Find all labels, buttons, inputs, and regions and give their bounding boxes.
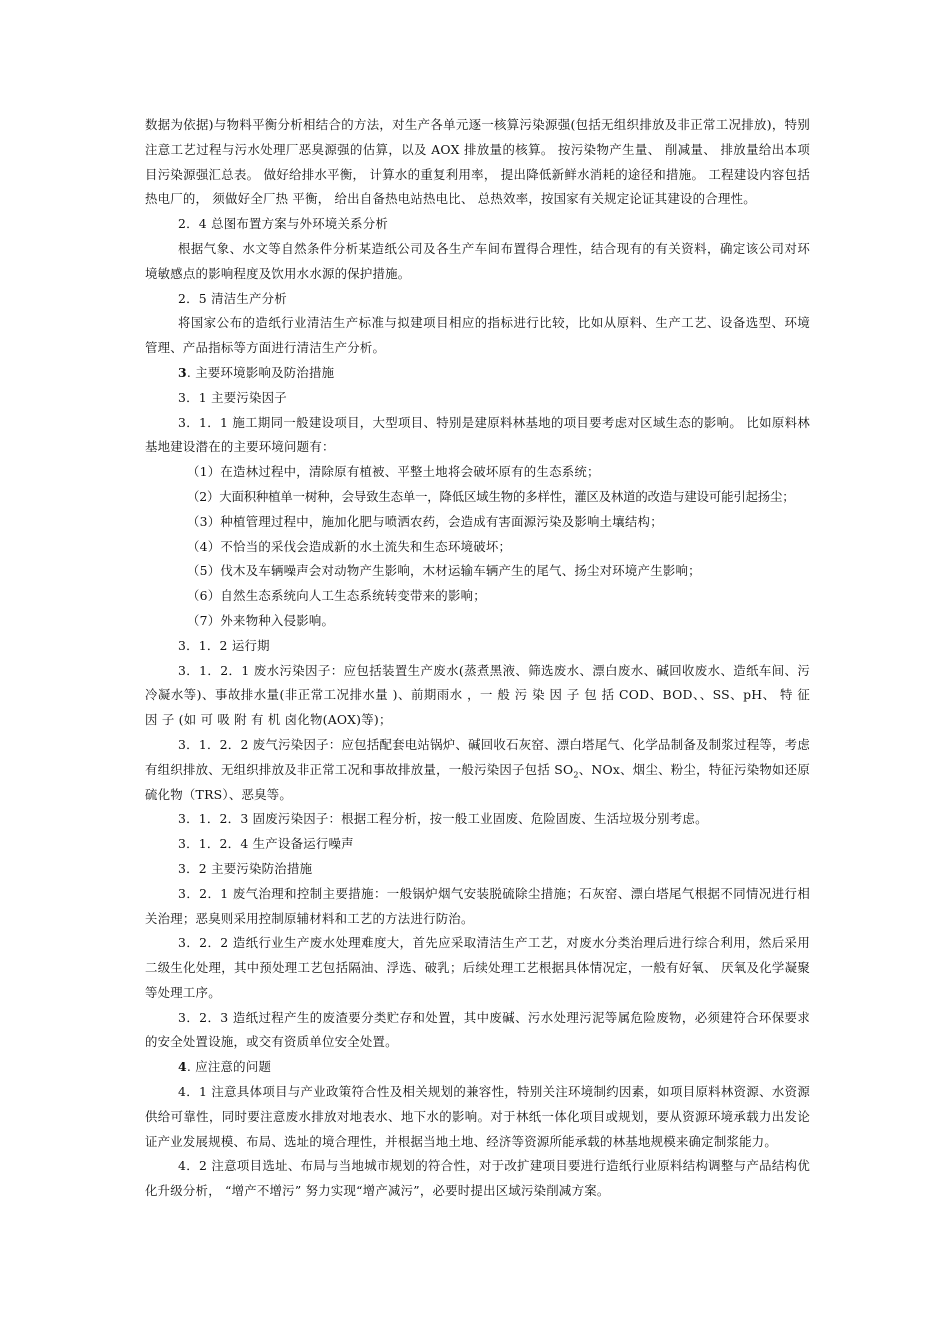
paragraph-pollution-source: 数据为依据)与物料平衡分析相结合的方法，对生产各单元逐一核算污染源强(包括无组织排放及非正常工况排放)，特别注意工艺过程与污水处理厂恶臭源强的估算，以及 AOX 排放量的核算。 按污染物产生量、 削减量、 排放量给出本项目污染源强汇总表。 做好给排水平衡， 计算水的重复利用率， 提出降低新鲜水消耗的途径和措施。 工程建设内容包括热电厂的， 须做好全厂热 平衡， 给出自备热电站热电比、 总热效率，按国家有关规定论证其建设的合理性。 <box>145 117 810 207</box>
paragraph-2-5: 将国家公布的造纸行业清洁生产标准与拟建项目相应的指标进行比较，比如从原料、生产工艺、设备选型、环境管理、产品指标等方面进行清洁生产分析。 <box>145 315 810 356</box>
heading-4-number: 4 <box>178 1059 187 1075</box>
document-body <box>145 113 810 1204</box>
list-item-4: （4）不恰当的采伐会造成新的水土流失和生态环境破坏； <box>187 538 512 554</box>
paragraph-3-1-2-2 <box>145 733 810 807</box>
paragraph-3-1-2-2-part-a: 3．1．2．2 废气污染因子：应包括配套电站锅炉、碱回收石灰窑、漂白塔尾气、化学品制备及制浆过程等，考虑有组织排放、无组织排放及非正常工况和事故排放量，一般污染因子包括 SO <box>145 736 810 777</box>
list-item-1: （1）在造林过程中，清除原有植被、平整土地将会破坏原有的生态系统； <box>187 464 600 480</box>
heading-4 <box>145 1055 810 1080</box>
heading-3-number: 3 <box>178 364 187 380</box>
heading-3-text: . 主要环境影响及防治措施 <box>186 364 335 380</box>
list-item-6: （6）自然生态系统向人工生态系统转变带来的影响； <box>187 588 486 604</box>
paragraph-3-1-2-1: 3．1．2．1 废水污染因子：应包括装置生产废水(蒸煮黑液、筛选废水、漂白废水、碱回收废水、造纸车间、污冷凝水等)、事故排水量(非正常工况排水量 )、前期雨水 ，一 般 污 染 因 子 包 括 COD、BOD、、SS、pH、 特 征 因 子 (如 可 吸 附 有 机 卤化物(AOX)等)； <box>145 662 810 728</box>
paragraph-3-2-2: 3．2．2 造纸行业生产废水处理难度大，首先应采取清洁生产工艺，对废水分类治理后进行综合利用，然后采用二级生化处理，其中预处理工艺包括隔油、浮选、破乳；后续处理工艺根据具体情况定，一般有好氧、 厌氧及化学凝聚等处理工序。 <box>145 935 810 1000</box>
paragraph-3-1-2-3: 3．1．2．3 固废污染因子：根据工程分析，按一般工业固废、危险固废、生活垃圾分别考虑。 <box>178 811 708 827</box>
list-item-7: （7）外来物种入侵影响。 <box>187 612 335 628</box>
heading-2-4: 2．4 总图布置方案与外环境关系分析 <box>178 216 389 232</box>
paragraph-3-1-2-4: 3．1．2．4 生产设备运行噪声 <box>178 836 354 852</box>
heading-3-2: 3．2 主要污染防治措施 <box>178 860 313 876</box>
heading-2-5: 2．5 清洁生产分析 <box>178 290 287 306</box>
paragraph-3-1-2-2-part-b: 、NOx、烟尘、粉尘，特征污染物如还原硫化物（TRS）、恶臭等。 <box>145 761 810 802</box>
list-item-5: （5）伐木及车辆噪声会对动物产生影响，木材运输车辆产生的尾气、扬尘对环境产生影响； <box>187 563 701 579</box>
paragraph-3-1-1: 3．1．1 施工期同一般建设项目，大型项目、特别是建原料林基地的项目要考虑对区域生态的影响。 比如原料林基地建设潜在的主要环境问题有： <box>145 414 810 455</box>
heading-4-text: . 应注意的问题 <box>186 1059 272 1075</box>
paragraph-4-2: 4．2 注意项目选址、布局与当地城市规划的符合性，对于改扩建项目要进行造纸行业原料结构调整与产品结构优化升级分析， “增产不增污” 努力实现“增产减污”，必要时提出区域污染削减方案。 <box>145 1158 810 1199</box>
paragraph-4-1: 4．1 注意具体项目与产业政策符合性及相关规划的兼容性，特别关注环境制约因素，如项目原料林资源、水资源供给可靠性，同时要注意废水排放对地表水、地下水的影响。对于林纸一体化项目或规划，要从资源环境承载力出发论证产业发展规模、布局、选址的境合理性，并根据当地土地、经济等资源所能承载的林基地规模来确定制浆能力。 <box>145 1084 810 1149</box>
list-item-3: （3）种植管理过程中，施加化肥与喷洒农药，会造成有害面源污染及影响土壤结构； <box>187 513 663 529</box>
paragraph-3-2-1: 3．2．1 废气治理和控制主要措施：一般锅炉烟气安装脱硫除尘措施；石灰窑、漂白塔尾气根据不同情况进行相关治理；恶臭则采用控制原辅材料和工艺的方法进行防治。 <box>145 885 810 926</box>
list-item-2: （2）大面积种植单一树种，会导致生态单一，降低区域生物的多样性，灌区及林道的改造与建设可能引起扬尘； <box>187 488 795 504</box>
paragraph-2-4: 根据气象、水文等自然条件分析某造纸公司及各生产车间布置得合理性，结合现有的有关资料，确定该公司对环境敏感点的影响程度及饮用水水源的保护措施。 <box>145 240 810 281</box>
heading-3 <box>145 361 810 386</box>
so2-subscript: 2 <box>573 770 579 780</box>
heading-3-1: 3．1 主要污染因子 <box>178 389 287 405</box>
paragraph-3-2-3: 3．2．3 造纸过程产生的废渣要分类贮存和处置，其中废碱、污水处理污泥等属危险废物，必须建符合环保要求的安全处置设施，或交有资质单位安全处置。 <box>145 1009 810 1050</box>
heading-3-1-2: 3．1．2 运行期 <box>178 637 270 653</box>
